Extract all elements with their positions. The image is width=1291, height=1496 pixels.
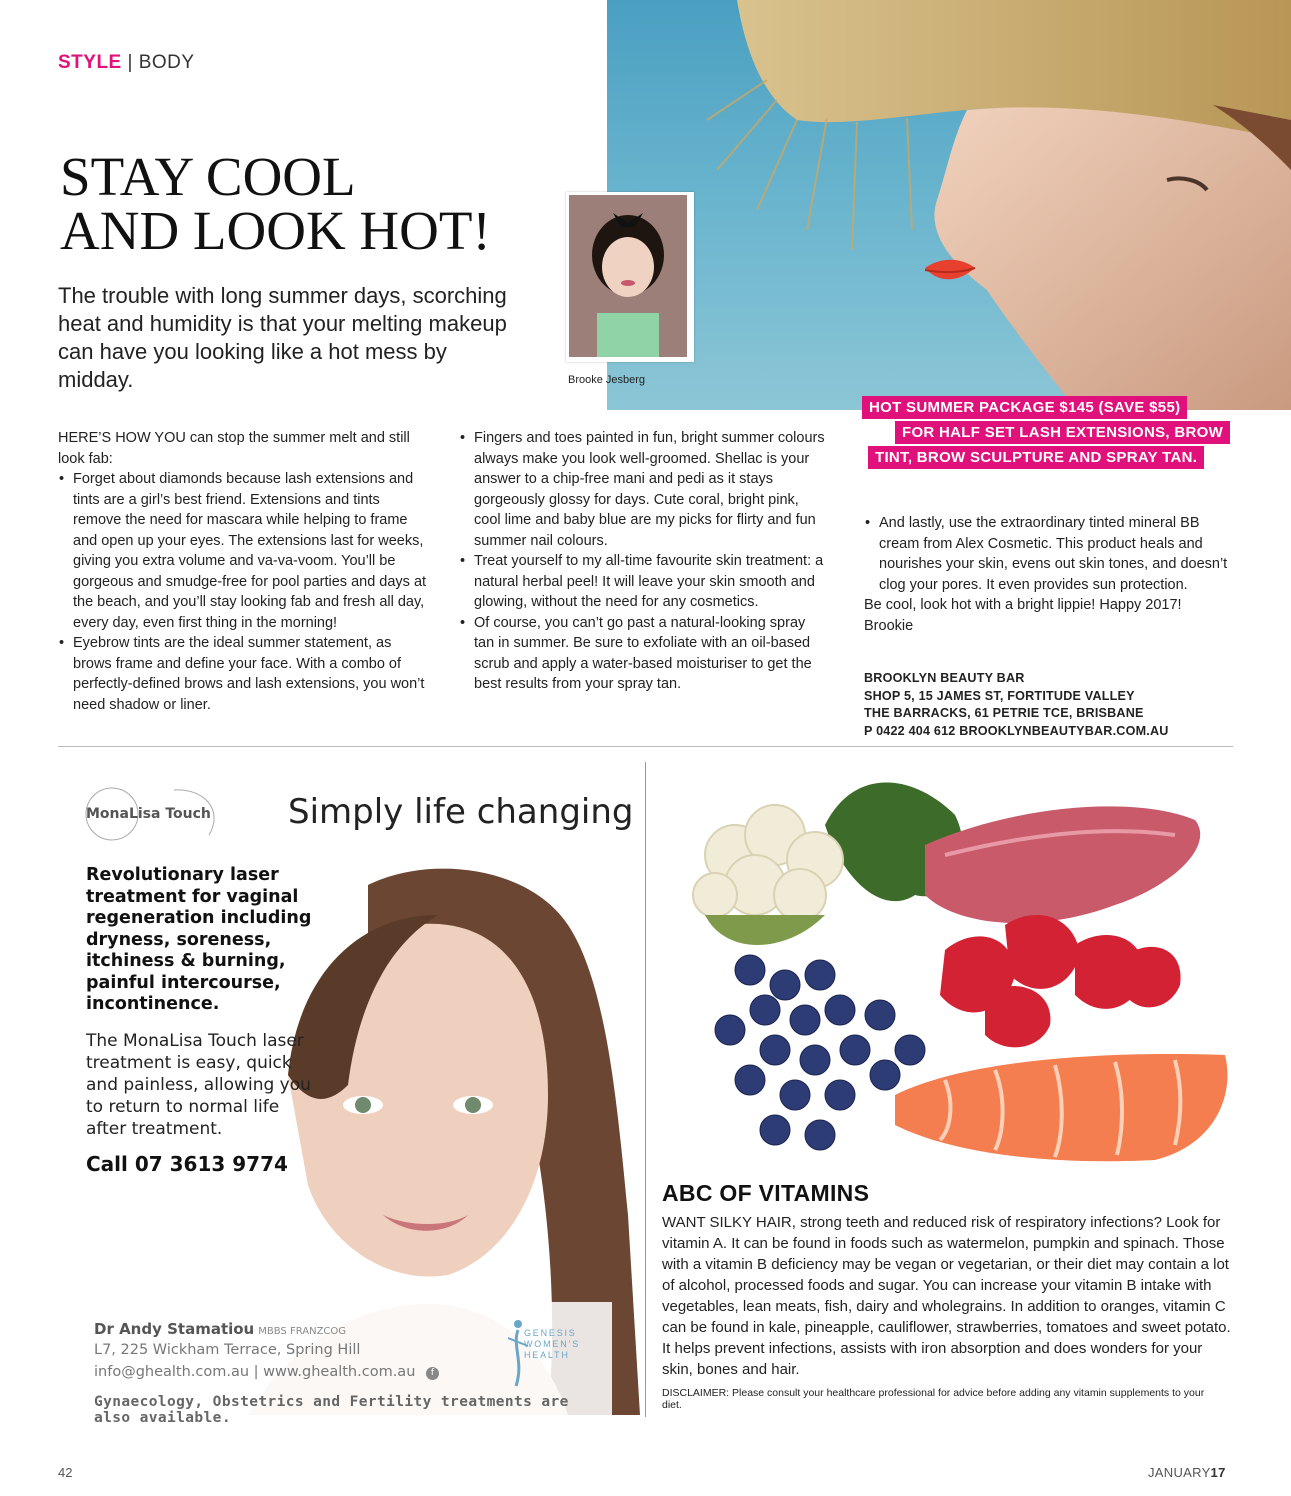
- article-column-2: [459, 428, 827, 695]
- promo-box: [862, 396, 1230, 469]
- doctor-line: [94, 1320, 346, 1338]
- page-number: 42: [58, 1465, 73, 1480]
- list-item: • Treat yourself to my all-time favourite skin treatment: a natural herbal peel! It will leave your skin smooth and glowing, without the need for any cosmetics.: [459, 551, 827, 613]
- ad-footer-panel: [76, 1302, 612, 1426]
- column-2-list: [459, 428, 827, 695]
- vitamin-food-photo: [655, 765, 1235, 1165]
- list-item: • Fingers and toes painted in fun, bright summer colours always make you look well-groomed. Shellac is your answer to a chip-free mani and pedi as it stays gorgeously glossy for days. Cute coral, bright pink, cool lime and baby blue are my picks for flirty and fun summer nail colours.: [459, 428, 827, 551]
- salon-address: [864, 670, 1169, 740]
- column-1-lead: HERE’S HOW YOU can stop the summer melt and still look fab:: [58, 430, 410, 467]
- genesis-wordmark: [524, 1328, 580, 1361]
- genesis-logo: [506, 1310, 606, 1388]
- ad-body-copy: The MonaLisa Touch laser treatment is easy, quick and painless, allowing you to return to normal life after treatment.: [86, 1031, 311, 1139]
- article-column-3: [864, 513, 1236, 636]
- promo-line-1: HOT SUMMER PACKAGE $145 (SAVE $55): [862, 396, 1187, 419]
- ad-phone-cta: Call 07 3613 9774: [86, 1152, 288, 1176]
- column-divider: [645, 762, 646, 1417]
- doctor-credentials: MBBS FRANZCOG: [258, 1326, 347, 1337]
- list-item: • Eyebrow tints are the ideal summer statement, as brows frame and define your face. With a combo of perfectly-defined brows and lash extensions, you won’t need shadow or liner.: [58, 633, 430, 715]
- article-column-1: [58, 428, 430, 715]
- ad-headline-copy: Revolutionary laser treatment for vaginal regeneration including dryness, soreness, itchiness & burning, painful intercourse, incontinence.: [86, 865, 312, 1014]
- clinic-web-text: info@ghealth.com.au | www.ghealth.com.au: [94, 1364, 416, 1380]
- section-separator: |: [127, 52, 133, 73]
- address-line: BROOKLYN BEAUTY BAR: [864, 671, 1025, 685]
- genesis-line: WOMEN’S: [524, 1339, 581, 1349]
- ad-tagline: Simply life changing: [288, 792, 634, 832]
- author-portrait: [566, 192, 694, 362]
- food-illustration: [655, 765, 1235, 1165]
- issue-year: 17: [1210, 1465, 1226, 1480]
- doctor-name: Dr Andy Stamatiou: [94, 1320, 255, 1338]
- monalisa-advertisement: [58, 760, 640, 1426]
- photo-caption: Brooke Jesberg: [568, 374, 646, 386]
- facebook-icon: f: [426, 1367, 439, 1380]
- genesis-line: HEALTH: [524, 1350, 570, 1360]
- promo-line-3: TINT, BROW SCULPTURE AND SPRAY TAN.: [868, 446, 1204, 469]
- signoff-name: Brookie: [864, 617, 914, 634]
- clinic-services: Gynaecology, Obstetrics and Fertility treatments are also available.: [94, 1394, 569, 1426]
- hero-illustration: [607, 0, 1291, 410]
- author-photo-illustration: [569, 195, 687, 357]
- column-1-list: [58, 469, 430, 715]
- list-item: • Forget about diamonds because lash extensions and tints are a girl’s best friend. Extensions and tints remove the need for mascara while helping to frame and open up your eyes. The extensions last for weeks, giving you extra volume and va-va-voom. You’ll be gorgeous and smudge-free for pool parties and days at the beach, and you’ll stay looking fab and fresh all day, every day, even first thing in the morning!: [58, 469, 430, 633]
- signoff-line: Be cool, look hot with a bright lippie! Happy 2017!: [864, 597, 1182, 613]
- section-secondary: BODY: [138, 52, 195, 73]
- headline-line-2: AND LOOK HOT!: [60, 200, 491, 261]
- monalisa-logo: [84, 780, 234, 850]
- issue-month: JANUARY: [1148, 1465, 1211, 1480]
- column-3-list: [864, 513, 1236, 595]
- vitamins-disclaimer: DISCLAIMER: Please consult your healthcare professional for advice before adding any vitamin supplements to your diet.: [662, 1387, 1205, 1411]
- section-primary: STYLE: [58, 52, 122, 73]
- address-line: P 0422 404 612 BROOKLYNBEAUTYBAR.COM.AU: [864, 723, 1169, 738]
- address-line: THE BARRACKS, 61 PETRIE TCE, BRISBANE: [864, 706, 1144, 720]
- address-line: SHOP 5, 15 JAMES ST, FORTITUDE VALLEY: [864, 688, 1135, 703]
- list-item: • Of course, you can’t go past a natural-looking spray tan in summer. Be sure to exfoliate with an oil-based scrub and apply a water-based moisturiser to get the best results from your spray tan.: [459, 613, 827, 695]
- brand-name: MonaLisa Touch: [86, 806, 211, 822]
- promo-line-2: FOR HALF SET LASH EXTENSIONS, BROW: [895, 421, 1230, 444]
- section-divider: [58, 746, 1233, 747]
- list-item: • And lastly, use the extraordinary tinted mineral BB cream from Alex Cosmetic. This product heals and nourishes your skin, evens out skin tones, and doesn’t clog your pores. It even provides sun protection.: [864, 513, 1236, 595]
- hero-photo: [607, 0, 1291, 410]
- vitamins-body: WANT SILKY HAIR, strong teeth and reduced risk of respiratory infections? Look for vitamin A. It can be found in foods such as watermelon, pumpkin and spinach. Those with a vitamin B deficiency may be vegan or vegetarian, or their diet may contain a lot of alcohol, processed foods and sugar. You can increase your vitamin B intake with vegetables, lean meats, fish, dairy and wholegrains. In addition to oranges, vitamin C can be found in kale, pineapple, cauliflower, strawberries, tomatoes and sweet potato. It helps prevent infections, assists with iron absorption and does wonders for your skin, bones and hair.: [662, 1214, 1231, 1378]
- article-headline: [60, 146, 491, 261]
- issue-folio: [1148, 1465, 1226, 1480]
- headline-line-1: STAY COOL: [60, 146, 356, 207]
- clinic-address: L7, 225 Wickham Terrace, Spring Hill: [94, 1342, 361, 1358]
- article-intro: The trouble with long summer days, scorching heat and humidity is that your melting makeup can have you looking like a hot mess by midday.: [58, 283, 507, 392]
- vitamins-title: ABC OF VITAMINS: [662, 1180, 870, 1206]
- section-tag: [58, 52, 195, 74]
- clinic-web: [94, 1364, 439, 1380]
- genesis-line: GENESIS: [524, 1328, 577, 1338]
